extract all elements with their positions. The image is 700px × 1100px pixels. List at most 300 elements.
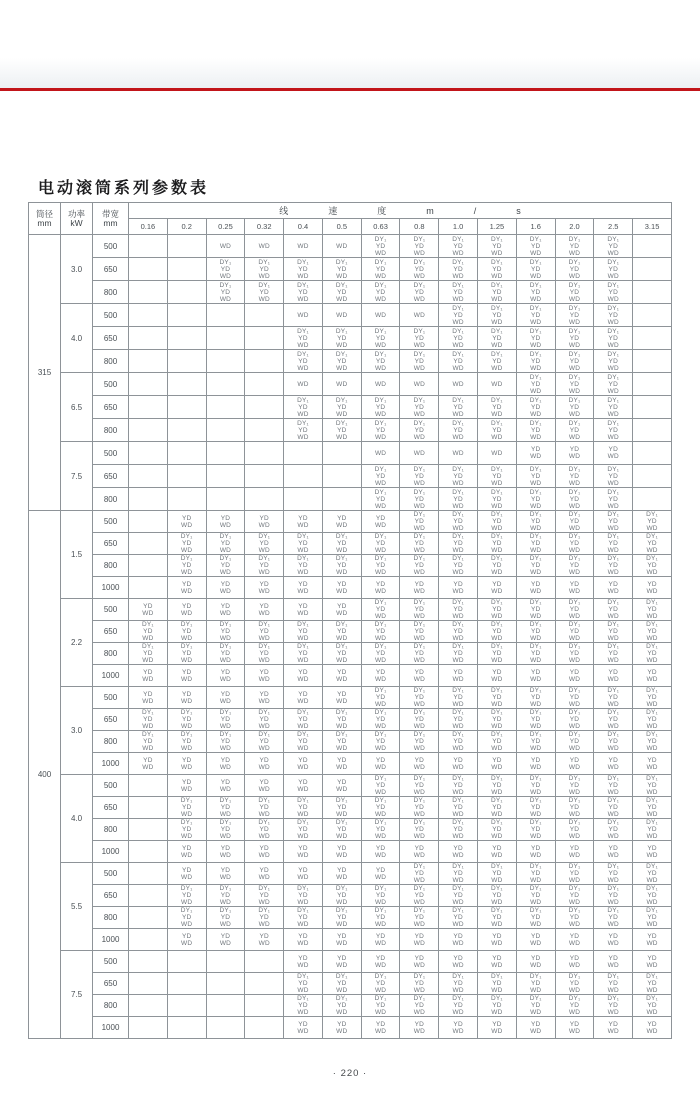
drum-type-cell: YD WD	[245, 863, 284, 885]
drum-type-cell: DY₁ YD WD	[322, 797, 361, 819]
drum-type-cell: YD WD	[361, 929, 400, 951]
drum-type-cell: DY₁ YD WD	[322, 709, 361, 731]
speed-column-header: 0.4	[284, 219, 323, 235]
drum-type-cell: DY₁ YD WD	[439, 687, 478, 709]
drum-type-cell: DY₁ YD WD	[555, 643, 594, 665]
drum-type-cell: YD WD	[206, 775, 245, 797]
drum-type-cell	[129, 929, 168, 951]
drum-type-cell	[245, 396, 284, 419]
drum-type-cell: DY₁ YD WD	[439, 599, 478, 621]
drum-type-cell: WD	[400, 304, 439, 327]
drum-type-cell	[167, 419, 206, 442]
drum-type-cell: DY₁ YD WD	[478, 797, 517, 819]
drum-type-cell: YD WD	[633, 951, 672, 973]
drum-type-cell: DY₁ YD WD	[167, 797, 206, 819]
drum-type-cell	[206, 304, 245, 327]
drum-type-cell: YD WD	[361, 951, 400, 973]
drum-type-cell	[206, 465, 245, 488]
drum-type-cell: YD WD	[129, 599, 168, 621]
drum-type-cell: DY₁ YD WD	[129, 709, 168, 731]
drum-type-cell: DY₁ YD WD	[167, 533, 206, 555]
belt-width-cell: 800	[93, 419, 129, 442]
table-row	[29, 797, 672, 819]
belt-width-cell: 500	[93, 442, 129, 465]
belt-width-cell: 800	[93, 995, 129, 1017]
drum-type-cell: DY₁ YD WD	[400, 555, 439, 577]
drum-type-cell	[245, 973, 284, 995]
belt-width-cell: 650	[93, 885, 129, 907]
table-row	[29, 687, 672, 709]
drum-type-cell: DY₁ YD WD	[478, 863, 517, 885]
drum-type-cell: DY₁ YD WD	[400, 709, 439, 731]
drum-type-cell: DY₁ YD WD	[284, 621, 323, 643]
drum-type-cell: DY₁ YD WD	[400, 621, 439, 643]
drum-type-cell: DY₁ YD WD	[478, 775, 517, 797]
drum-type-cell: DY₁ YD WD	[439, 281, 478, 304]
drum-type-cell	[633, 442, 672, 465]
drum-type-cell: DY₁ YD WD	[439, 797, 478, 819]
table-row	[29, 907, 672, 929]
drum-type-cell: DY₁ YD WD	[633, 731, 672, 753]
drum-type-cell	[129, 555, 168, 577]
drum-type-cell	[245, 488, 284, 511]
drum-type-cell: DY₁ YD WD	[439, 235, 478, 258]
drum-type-cell: DY₁ YD WD	[439, 709, 478, 731]
drum-type-cell: DY₁ YD WD	[206, 907, 245, 929]
drum-type-cell: DY₁ YD WD	[633, 973, 672, 995]
belt-width-cell: 650	[93, 533, 129, 555]
belt-width-cell: 500	[93, 304, 129, 327]
drum-type-cell	[322, 488, 361, 511]
drum-type-cell: YD WD	[322, 841, 361, 863]
drum-type-cell: DY₁ YD WD	[594, 419, 633, 442]
drum-type-cell: WD	[322, 304, 361, 327]
drum-type-cell: DY₁ YD WD	[555, 304, 594, 327]
table-row	[29, 235, 672, 258]
drum-type-cell: DY₁ YD WD	[361, 533, 400, 555]
drum-type-cell: YD WD	[167, 577, 206, 599]
drum-type-cell	[129, 775, 168, 797]
drum-type-cell: DY₁ YD WD	[129, 731, 168, 753]
drum-type-cell: DY₁ YD WD	[361, 555, 400, 577]
drum-type-cell: YD WD	[284, 951, 323, 973]
drum-type-cell	[322, 465, 361, 488]
drum-type-cell: YD WD	[322, 1017, 361, 1039]
speed-column-header: 3.15	[633, 219, 672, 235]
drum-type-cell: DY₁ YD WD	[439, 863, 478, 885]
drum-type-cell: DY₁ YD WD	[206, 885, 245, 907]
drum-type-cell: DY₁ YD WD	[361, 797, 400, 819]
drum-type-cell: YD WD	[322, 577, 361, 599]
parameters-table	[28, 202, 672, 1039]
line-speed-title-token: m	[426, 205, 434, 216]
drum-type-cell	[284, 442, 323, 465]
drum-type-cell: DY₁ YD WD	[594, 775, 633, 797]
drum-type-cell: DY₁ YD WD	[555, 396, 594, 419]
drum-type-cell: YD WD	[400, 665, 439, 687]
drum-type-cell: DY₁ YD WD	[129, 621, 168, 643]
speed-column-header: 2.5	[594, 219, 633, 235]
drum-type-cell: DY₁ YD WD	[594, 373, 633, 396]
drum-type-cell: DY₁ YD WD	[594, 350, 633, 373]
drum-type-cell: YD WD	[594, 665, 633, 687]
drum-type-cell: YD WD	[284, 1017, 323, 1039]
drum-type-cell: DY₁ YD WD	[478, 687, 517, 709]
drum-type-cell	[129, 281, 168, 304]
drum-type-cell: YD WD	[478, 753, 517, 775]
drum-type-cell: YD WD	[361, 1017, 400, 1039]
drum-type-cell	[167, 973, 206, 995]
drum-type-cell: DY₁ YD WD	[555, 819, 594, 841]
power-cell: 7.5	[61, 442, 93, 511]
drum-type-cell: YD WD	[129, 665, 168, 687]
drum-type-cell: DY₁ YD WD	[516, 258, 555, 281]
drum-type-cell: DY₁ YD WD	[400, 863, 439, 885]
drum-type-cell: YD WD	[245, 753, 284, 775]
line-speed-title-token: 速	[328, 206, 338, 216]
drum-type-cell: DY₁ YD WD	[361, 687, 400, 709]
drum-type-cell: DY₁ YD WD	[516, 621, 555, 643]
drum-type-cell: DY₁ YD WD	[555, 327, 594, 350]
drum-type-cell: DY₁ YD WD	[594, 235, 633, 258]
drum-type-cell: DY₁ YD WD	[284, 797, 323, 819]
drum-type-cell: YD WD	[594, 442, 633, 465]
drum-type-cell: DY₁ YD WD	[206, 533, 245, 555]
drum-type-cell: YD WD	[516, 577, 555, 599]
power-cell: 4.0	[61, 304, 93, 373]
drum-type-cell: DY₁ YD WD	[439, 258, 478, 281]
drum-type-cell	[633, 304, 672, 327]
belt-width-cell: 650	[93, 258, 129, 281]
drum-type-cell: YD WD	[516, 929, 555, 951]
drum-type-cell: DY₁ YD WD	[400, 819, 439, 841]
drum-type-cell: YD WD	[206, 665, 245, 687]
belt-width-cell: 800	[93, 819, 129, 841]
drum-type-cell: DY₁ YD WD	[516, 907, 555, 929]
drum-type-cell: YD WD	[594, 929, 633, 951]
drum-type-cell: DY₁ YD WD	[478, 350, 517, 373]
belt-width-cell: 650	[93, 465, 129, 488]
belt-width-cell: 650	[93, 327, 129, 350]
drum-type-cell: WD	[478, 373, 517, 396]
drum-type-cell	[633, 350, 672, 373]
drum-type-cell: YD WD	[284, 511, 323, 533]
table-row	[29, 442, 672, 465]
drum-type-cell: WD	[322, 373, 361, 396]
drum-type-cell: YD WD	[322, 599, 361, 621]
drum-type-cell	[129, 396, 168, 419]
speed-column-header: 0.32	[245, 219, 284, 235]
belt-width-cell: 500	[93, 599, 129, 621]
drum-type-cell: DY₁ YD WD	[361, 350, 400, 373]
belt-width-cell: 650	[93, 396, 129, 419]
drum-type-cell: YD WD	[439, 841, 478, 863]
drum-type-cell: DY₁ YD WD	[516, 350, 555, 373]
drum-type-cell: DY₁ YD WD	[516, 709, 555, 731]
drum-type-cell	[167, 396, 206, 419]
drum-type-cell: DY₁ YD WD	[516, 863, 555, 885]
drum-type-cell: YD WD	[633, 665, 672, 687]
drum-type-cell: YD WD	[594, 951, 633, 973]
drum-type-cell: YD WD	[439, 665, 478, 687]
drum-type-cell: WD	[245, 235, 284, 258]
belt-width-cell: 650	[93, 973, 129, 995]
drum-type-cell	[245, 419, 284, 442]
drum-type-cell	[633, 465, 672, 488]
drum-type-cell	[206, 350, 245, 373]
drum-type-cell: DY₁ YD WD	[400, 258, 439, 281]
drum-type-cell: DY₁ YD WD	[206, 555, 245, 577]
drum-type-cell: DY₁ YD WD	[361, 885, 400, 907]
drum-type-cell: DY₁ YD WD	[516, 419, 555, 442]
drum-type-cell	[129, 304, 168, 327]
drum-type-cell	[129, 350, 168, 373]
table-row	[29, 555, 672, 577]
drum-type-cell: DY₁ YD WD	[245, 258, 284, 281]
drum-type-cell: DY₁ YD WD	[439, 775, 478, 797]
drum-type-cell	[633, 488, 672, 511]
drum-type-cell	[322, 442, 361, 465]
table-row	[29, 885, 672, 907]
drum-type-cell: WD	[439, 442, 478, 465]
drum-type-cell: YD WD	[633, 929, 672, 951]
drum-type-cell	[245, 304, 284, 327]
drum-type-cell: DY₁ YD WD	[594, 304, 633, 327]
drum-type-cell: DY₁ YD WD	[400, 419, 439, 442]
drum-type-cell: DY₁ YD WD	[516, 373, 555, 396]
drum-type-cell	[167, 442, 206, 465]
drum-type-cell	[129, 841, 168, 863]
drum-type-cell	[245, 465, 284, 488]
drum-type-cell: DY₁ YD WD	[478, 304, 517, 327]
table-row	[29, 665, 672, 687]
drum-type-cell	[129, 951, 168, 973]
drum-type-cell	[206, 995, 245, 1017]
drum-type-cell: DY₁ YD WD	[594, 709, 633, 731]
drum-type-cell	[167, 951, 206, 973]
drum-type-cell: DY₁ YD WD	[594, 327, 633, 350]
power-cell: 4.0	[61, 775, 93, 863]
drum-type-cell: YD WD	[478, 1017, 517, 1039]
drum-type-cell: DY₁ YD WD	[322, 555, 361, 577]
drum-type-cell: DY₁ YD WD	[516, 533, 555, 555]
drum-type-cell: WD	[284, 304, 323, 327]
drum-type-cell	[284, 488, 323, 511]
drum-type-cell: DY₁ YD WD	[322, 621, 361, 643]
drum-type-cell	[167, 995, 206, 1017]
drum-type-cell: DY₁ YD WD	[439, 350, 478, 373]
drum-type-cell: DY₁ YD WD	[516, 396, 555, 419]
drum-type-cell: DY₁ YD WD	[555, 235, 594, 258]
line-speed-title	[129, 203, 672, 219]
drum-type-cell: DY₁ YD WD	[633, 775, 672, 797]
drum-type-cell: DY₁ YD WD	[167, 885, 206, 907]
belt-width-cell: 500	[93, 775, 129, 797]
drum-type-cell: YD WD	[439, 951, 478, 973]
drum-type-cell: DY₁ YD WD	[206, 643, 245, 665]
drum-type-cell: DY₁ YD WD	[400, 687, 439, 709]
drum-type-cell: DY₁ YD WD	[516, 511, 555, 533]
drum-type-cell: DY₁ YD WD	[284, 419, 323, 442]
table-row	[29, 419, 672, 442]
drum-type-cell: DY₁ YD WD	[594, 885, 633, 907]
drum-type-cell	[245, 442, 284, 465]
drum-type-cell	[167, 281, 206, 304]
drum-type-cell	[129, 488, 168, 511]
drum-type-cell	[167, 350, 206, 373]
drum-type-cell: DY₁ YD WD	[322, 907, 361, 929]
drum-type-cell: YD WD	[439, 929, 478, 951]
drum-type-cell: YD WD	[400, 929, 439, 951]
drum-type-cell: DY₁ YD WD	[478, 621, 517, 643]
drum-type-cell: DY₁ YD WD	[594, 907, 633, 929]
drum-type-cell	[129, 327, 168, 350]
drum-type-cell: YD WD	[167, 687, 206, 709]
belt-width-cell: 800	[93, 350, 129, 373]
table-row	[29, 643, 672, 665]
drum-type-cell: DY₁ YD WD	[206, 621, 245, 643]
table-row	[29, 775, 672, 797]
table-row	[29, 533, 672, 555]
drum-type-cell: DY₁ YD WD	[206, 731, 245, 753]
drum-type-cell: DY₁ YD WD	[478, 465, 517, 488]
drum-type-cell: DY₁ YD WD	[245, 907, 284, 929]
drum-type-cell: YD WD	[167, 753, 206, 775]
parameters-table-wrapper	[28, 202, 672, 1039]
drum-type-cell: YD WD	[284, 577, 323, 599]
drum-type-cell	[206, 419, 245, 442]
drum-type-cell: DY₁ YD WD	[478, 643, 517, 665]
drum-type-cell: DY₁ YD WD	[400, 599, 439, 621]
drum-type-cell: DY₁ YD WD	[322, 819, 361, 841]
drum-type-cell: DY₁ YD WD	[400, 973, 439, 995]
drum-type-cell: DY₁ YD WD	[439, 304, 478, 327]
drum-type-cell: DY₁ YD WD	[516, 327, 555, 350]
drum-type-cell: DY₁ YD WD	[400, 643, 439, 665]
belt-width-cell: 500	[93, 687, 129, 709]
drum-type-cell: DY₁ YD WD	[400, 731, 439, 753]
drum-type-cell: YD WD	[322, 511, 361, 533]
drum-type-cell	[129, 235, 168, 258]
drum-type-cell: YD WD	[322, 951, 361, 973]
drum-type-cell: WD	[361, 304, 400, 327]
drum-type-cell: YD WD	[167, 599, 206, 621]
drum-type-cell: DY₁ YD WD	[400, 396, 439, 419]
drum-type-cell: DY₁ YD WD	[555, 599, 594, 621]
drum-type-cell: DY₁ YD WD	[439, 731, 478, 753]
drum-type-cell: YD WD	[633, 753, 672, 775]
drum-type-cell: YD WD	[555, 442, 594, 465]
drum-type-cell: DY₁ YD WD	[633, 885, 672, 907]
drum-type-cell: DY₁ YD WD	[284, 819, 323, 841]
drum-type-cell: DY₁ YD WD	[206, 797, 245, 819]
drum-type-cell: YD WD	[245, 599, 284, 621]
drum-type-cell	[245, 373, 284, 396]
drum-type-cell: DY₁ YD WD	[439, 511, 478, 533]
drum-type-cell: DY₁ YD WD	[284, 709, 323, 731]
drum-type-cell: DY₁ YD WD	[594, 396, 633, 419]
belt-width-cell: 500	[93, 235, 129, 258]
speed-column-header: 0.16	[129, 219, 168, 235]
drum-type-cell: DY₁ YD WD	[400, 775, 439, 797]
drum-type-cell: YD WD	[284, 753, 323, 775]
drum-type-cell: DY₁ YD WD	[594, 465, 633, 488]
drum-type-cell: YD WD	[516, 841, 555, 863]
drum-type-cell: DY₁ YD WD	[555, 258, 594, 281]
line-speed-title-token: s	[516, 205, 521, 216]
drum-type-cell: DY₁ YD WD	[361, 488, 400, 511]
table-row	[29, 731, 672, 753]
belt-width-cell: 500	[93, 863, 129, 885]
drum-type-cell	[167, 327, 206, 350]
drum-type-cell: DY₁ YD WD	[361, 621, 400, 643]
drum-type-cell: DY₁ YD WD	[478, 396, 517, 419]
drum-type-cell: DY₁ YD WD	[439, 885, 478, 907]
belt-width-cell: 1000	[93, 929, 129, 951]
belt-width-cell: 800	[93, 555, 129, 577]
drum-type-cell: YD WD	[167, 841, 206, 863]
drum-type-cell: DY₁ YD WD	[478, 709, 517, 731]
column-header: 筒径 mm	[29, 203, 61, 235]
drum-type-cell: YD WD	[167, 511, 206, 533]
drum-type-cell: YD WD	[206, 753, 245, 775]
drum-type-cell: YD WD	[245, 841, 284, 863]
drum-type-cell: WD	[400, 373, 439, 396]
drum-type-cell: DY₁ YD WD	[284, 396, 323, 419]
drum-type-cell: DY₁ YD WD	[633, 819, 672, 841]
drum-type-cell	[129, 258, 168, 281]
drum-type-cell: WD	[439, 373, 478, 396]
drum-type-cell: DY₁ YD WD	[478, 281, 517, 304]
drum-type-cell: DY₁ YD WD	[594, 863, 633, 885]
drum-type-cell: DY₁ YD WD	[594, 687, 633, 709]
drum-type-cell: DY₁ YD WD	[555, 731, 594, 753]
drum-type-cell: YD WD	[167, 775, 206, 797]
drum-type-cell	[129, 819, 168, 841]
top-red-rule	[0, 88, 700, 91]
drum-type-cell: YD WD	[439, 577, 478, 599]
drum-type-cell: DY₁ YD WD	[516, 885, 555, 907]
drum-type-cell: DY₁ YD WD	[284, 258, 323, 281]
drum-type-cell: YD WD	[322, 665, 361, 687]
table-row	[29, 973, 672, 995]
drum-type-cell: YD WD	[129, 687, 168, 709]
drum-type-cell: DY₁ YD WD	[633, 643, 672, 665]
drum-type-cell	[129, 511, 168, 533]
table-row	[29, 373, 672, 396]
drum-type-cell: DY₁ YD WD	[555, 555, 594, 577]
line-speed-title-token: 线	[279, 206, 289, 216]
speed-column-header: 0.25	[206, 219, 245, 235]
drum-type-cell: DY₁ YD WD	[633, 621, 672, 643]
drum-type-cell	[245, 995, 284, 1017]
drum-type-cell	[167, 304, 206, 327]
drum-type-cell: YD WD	[478, 951, 517, 973]
table-row	[29, 929, 672, 951]
drum-type-cell: WD	[322, 235, 361, 258]
drum-type-cell: YD WD	[555, 929, 594, 951]
drum-type-cell: YD WD	[206, 577, 245, 599]
drum-type-cell: DY₁ YD WD	[400, 533, 439, 555]
drum-type-cell: DY₁ YD WD	[594, 599, 633, 621]
drum-type-cell	[167, 258, 206, 281]
drum-type-cell: DY₁ YD WD	[594, 555, 633, 577]
drum-type-cell: YD WD	[555, 1017, 594, 1039]
drum-type-cell: DY₁ YD WD	[555, 281, 594, 304]
drum-type-cell: YD WD	[555, 841, 594, 863]
drum-type-cell: YD WD	[478, 929, 517, 951]
drum-type-cell: DY₁ YD WD	[284, 731, 323, 753]
